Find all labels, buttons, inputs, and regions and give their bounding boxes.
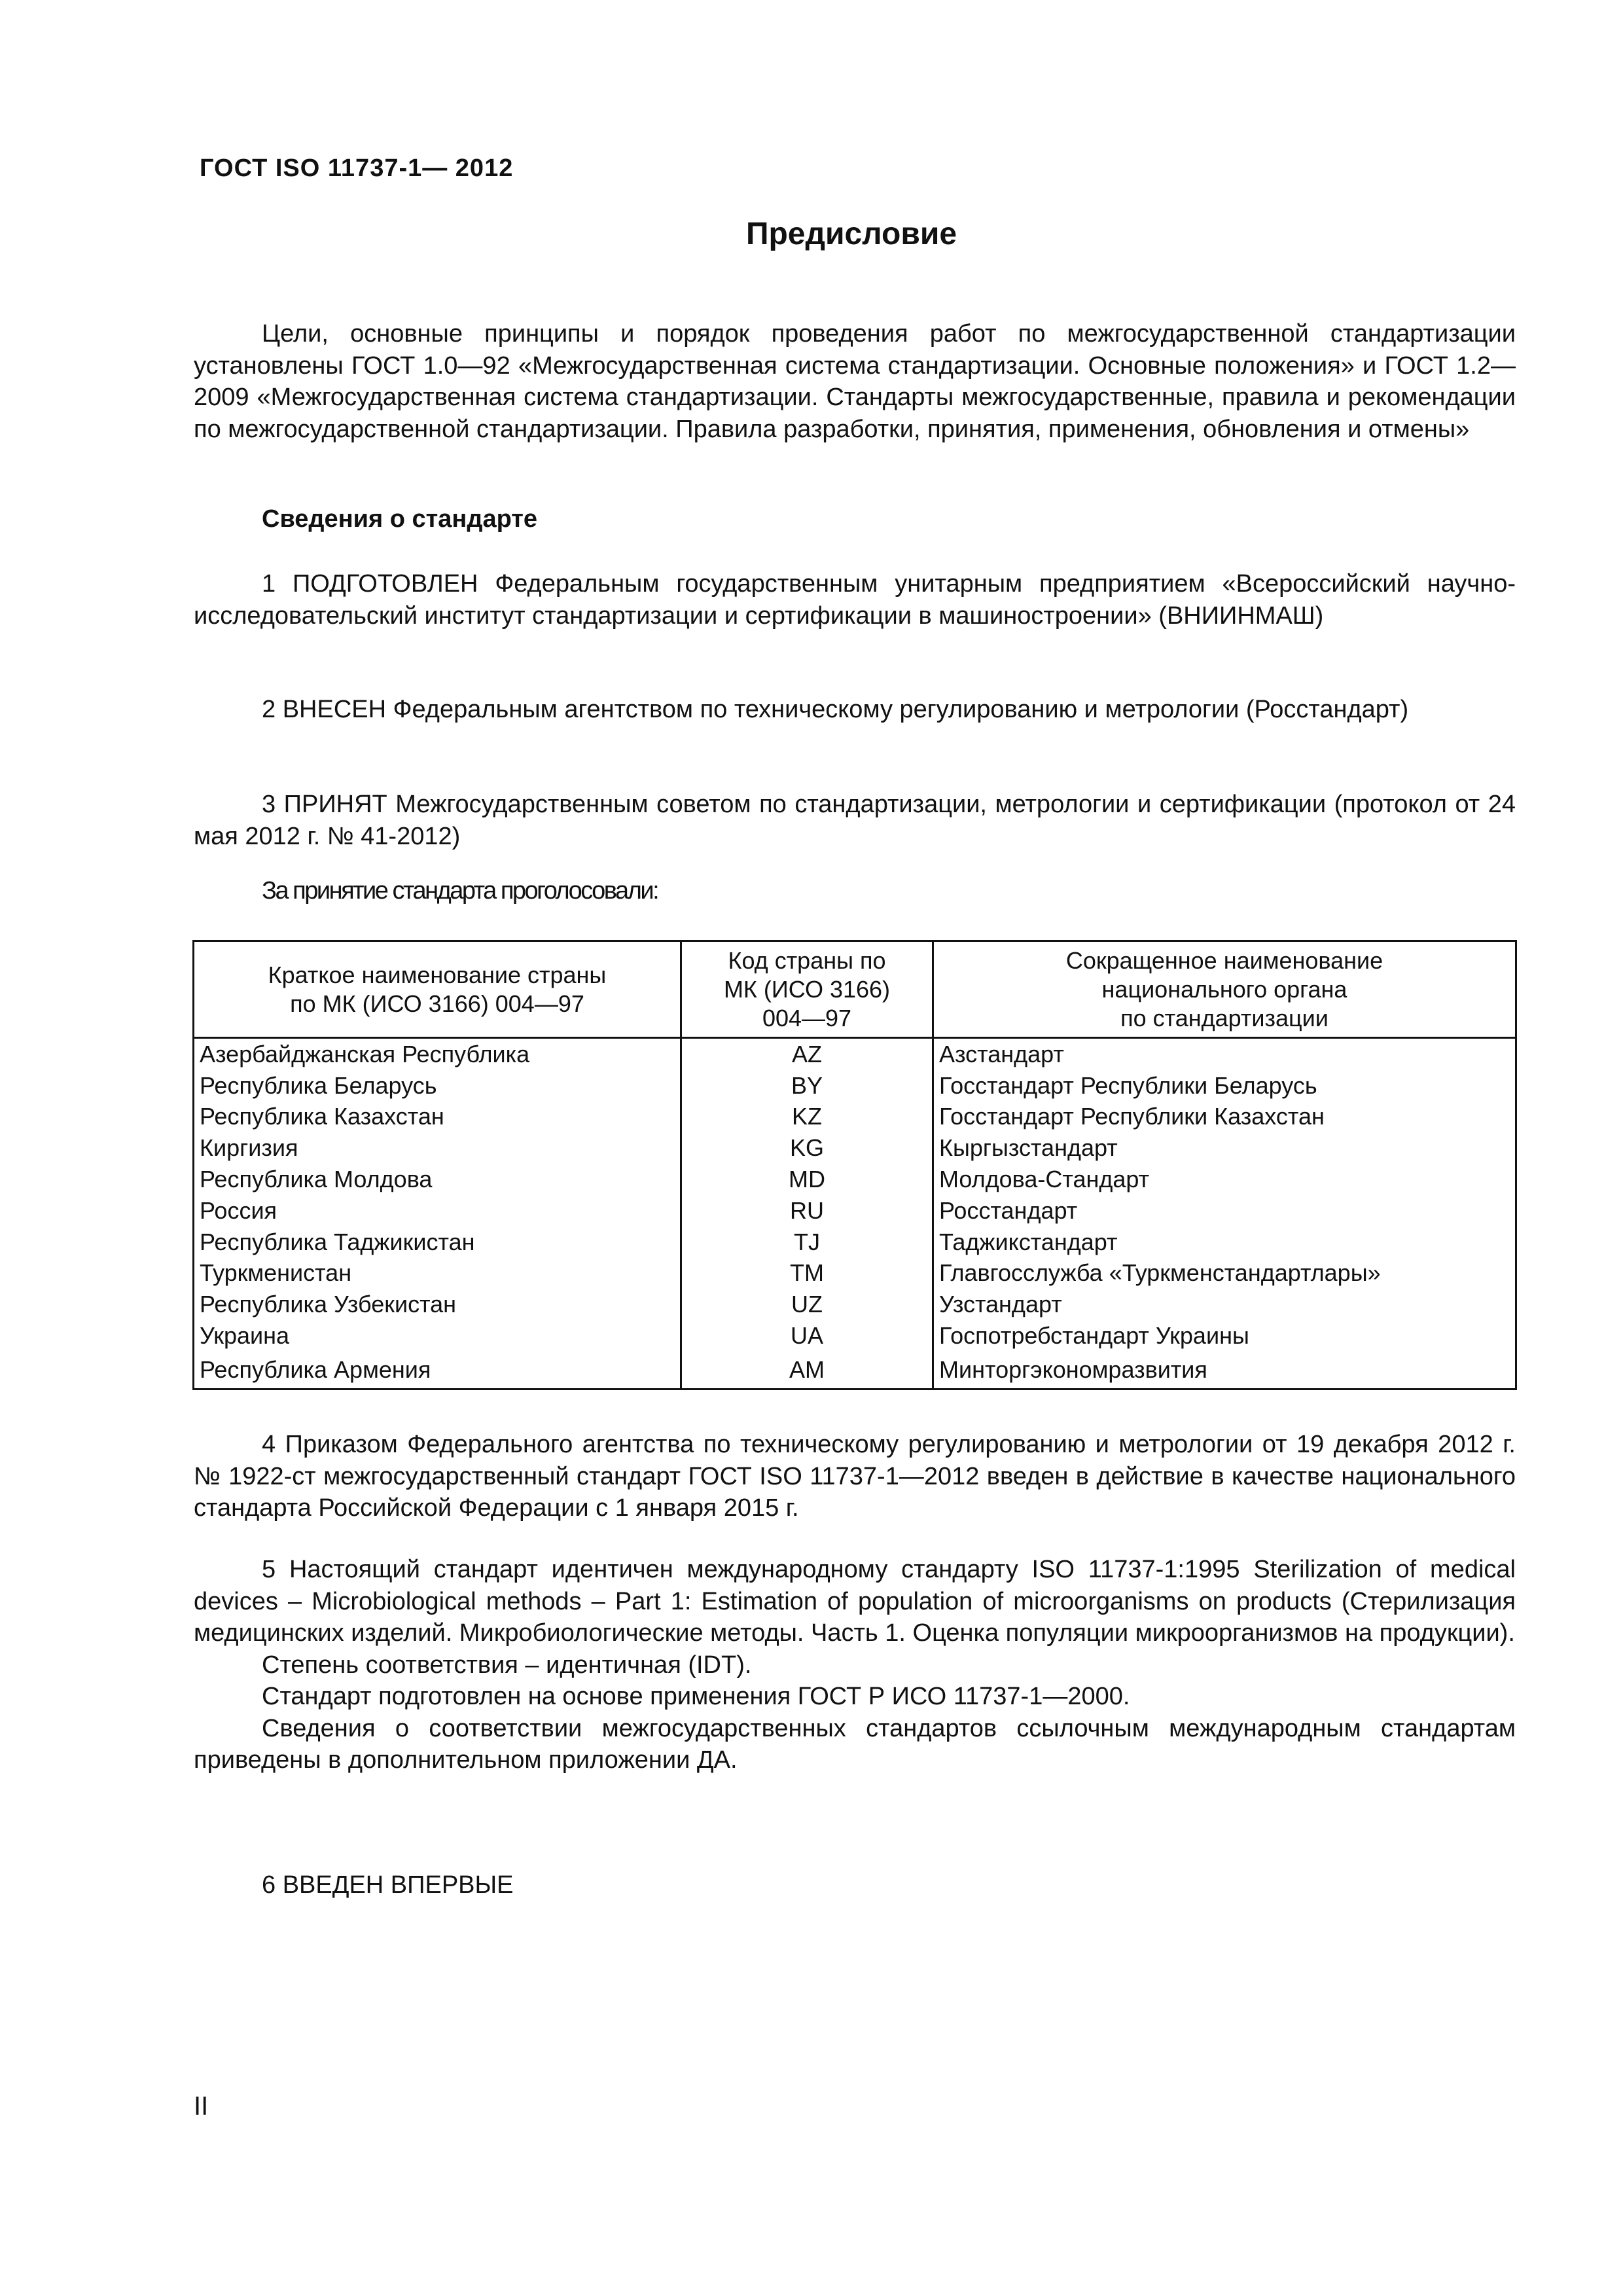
table-row <box>194 1038 1516 1070</box>
page-title: Предисловие <box>745 217 957 251</box>
table-row <box>194 1352 1516 1390</box>
table-row <box>194 1070 1516 1102</box>
document-code-header: ГОСТ ISO 11737-1— 2012 <box>200 154 514 182</box>
country-code: AM <box>681 1352 933 1390</box>
country-name: Россия <box>194 1195 681 1227</box>
country-code: TJ <box>681 1227 933 1258</box>
item-4-text: 4 Приказом Федерального агентства по техническому регулированию и метрологии от 19 декабря 2012 г. № 1922-ст межгосударственный стандарт ГОСТ ISO 11737-1—2012 введен в действие в качестве национального стандарта Российской Федерации с 1 января 2015 г. <box>194 1431 1516 1522</box>
table-row <box>194 1102 1516 1133</box>
table-row <box>194 1132 1516 1164</box>
country-code: UA <box>681 1320 933 1352</box>
country-name: Республика Молдова <box>194 1164 681 1195</box>
item-1 <box>194 568 1516 632</box>
table-row <box>194 1164 1516 1195</box>
country-name: Республика Таджикистан <box>194 1227 681 1258</box>
country-name: Туркменистан <box>194 1258 681 1289</box>
voting-countries-table <box>192 940 1517 1390</box>
header-country-name: Краткое наименование страны по МК (ИСО 3166) 004—97 <box>194 941 681 1038</box>
national-body: Главгосслужба «Туркменстандартлары» <box>933 1258 1516 1289</box>
intro-text: Цели, основные принципы и порядок проведения работ по межгосударственной стандартизации установлены ГОСТ 1.0—92 «Межгосударственная система стандартизации. Основные положения» и ГОСТ 1.2—2009 «Межгосударственная система стандартизации. Стандарты межгосударственные, правила и рекомендации по межгосударственной стандартизации. Правила разработки, принятия, применения, обновления и отмены» <box>194 320 1516 443</box>
table-row <box>194 1258 1516 1289</box>
vote-caption: За принятие стандарта проголосовали: <box>262 877 658 905</box>
country-code: AZ <box>681 1038 933 1070</box>
item-4 <box>194 1429 1516 1524</box>
header-national-body: Сокращенное наименование национального органа по стандартизации <box>933 941 1516 1038</box>
national-body: Госстандарт Республики Казахстан <box>933 1102 1516 1133</box>
country-code: RU <box>681 1195 933 1227</box>
country-name: Республика Беларусь <box>194 1070 681 1102</box>
table-row <box>194 1195 1516 1227</box>
country-name: Республика Армения <box>194 1352 681 1390</box>
country-name: Республика Казахстан <box>194 1102 681 1133</box>
country-code: KG <box>681 1132 933 1164</box>
item-6 <box>194 1869 1516 1901</box>
header-country-code: Код страны по МК (ИСО 3166) 004—97 <box>681 941 933 1038</box>
national-body: Госпотребстандарт Украины <box>933 1320 1516 1352</box>
national-body: Таджикстандарт <box>933 1227 1516 1258</box>
table-header-row <box>194 941 1516 1038</box>
country-code: TM <box>681 1258 933 1289</box>
country-name: Украина <box>194 1320 681 1352</box>
item-6-text: 6 ВВЕДЕН ВПЕРВЫЕ <box>262 1871 514 1899</box>
item-3 <box>194 789 1516 852</box>
country-code: UZ <box>681 1289 933 1320</box>
national-body: Минторгэкономразвития <box>933 1352 1516 1390</box>
item-1-text: 1 ПОДГОТОВЛЕН Федеральным государственным унитарным предприятием «Всероссийский научно-исследовательский институт стандартизации и сертификации в машиностроении» (ВНИИНМАШ) <box>194 570 1516 630</box>
table-row <box>194 1320 1516 1352</box>
national-body: Росстандарт <box>933 1195 1516 1227</box>
national-body: Азстандарт <box>933 1038 1516 1070</box>
item-5-basis: Стандарт подготовлен на основе применения ГОСТ Р ИСО 11737-1—2000. <box>262 1683 1130 1710</box>
table-row <box>194 1227 1516 1258</box>
country-code: BY <box>681 1070 933 1102</box>
country-name: Республика Узбекистан <box>194 1289 681 1320</box>
country-name: Азербайджанская Республика <box>194 1038 681 1070</box>
standard-info-heading: Сведения о стандарте <box>262 505 538 533</box>
national-body: Узстандарт <box>933 1289 1516 1320</box>
country-name: Киргизия <box>194 1132 681 1164</box>
page-number: II <box>194 2092 209 2121</box>
national-body: Кыргызстандарт <box>933 1132 1516 1164</box>
item-5-text: 5 Настоящий стандарт идентичен международному стандарту ISO 11737-1:1995 Sterilization of medical devices – Microbiological methods – Part 1: Estimation of population of microorganisms on products (Стерилизация медицинских изделий. Микробиологические методы. Часть 1. Оценка популяции микроорганизмов на продукции). <box>194 1556 1516 1647</box>
country-code: KZ <box>681 1102 933 1133</box>
national-body: Молдова-Стандарт <box>933 1164 1516 1195</box>
item-5-degree: Степень соответствия – идентичная (IDT). <box>262 1651 752 1679</box>
item-2-text: 2 ВНЕСЕН Федеральным агентством по техническому регулированию и метрологии (Росстандарт) <box>262 696 1409 723</box>
item-5 <box>194 1554 1516 1776</box>
table-row <box>194 1289 1516 1320</box>
intro-paragraph <box>194 318 1516 445</box>
item-3-text: 3 ПРИНЯТ Межгосударственным советом по стандартизации, метрологии и сертификации (протокол от 24 мая 2012 г. № 41-2012) <box>194 791 1516 850</box>
country-code: MD <box>681 1164 933 1195</box>
item-5-references: Сведения о соответствии межгосударственных стандартов ссылочным международным стандартам приведены в дополнительном приложении ДА. <box>194 1714 1516 1774</box>
item-2 <box>194 694 1516 726</box>
national-body: Госстандарт Республики Беларусь <box>933 1070 1516 1102</box>
